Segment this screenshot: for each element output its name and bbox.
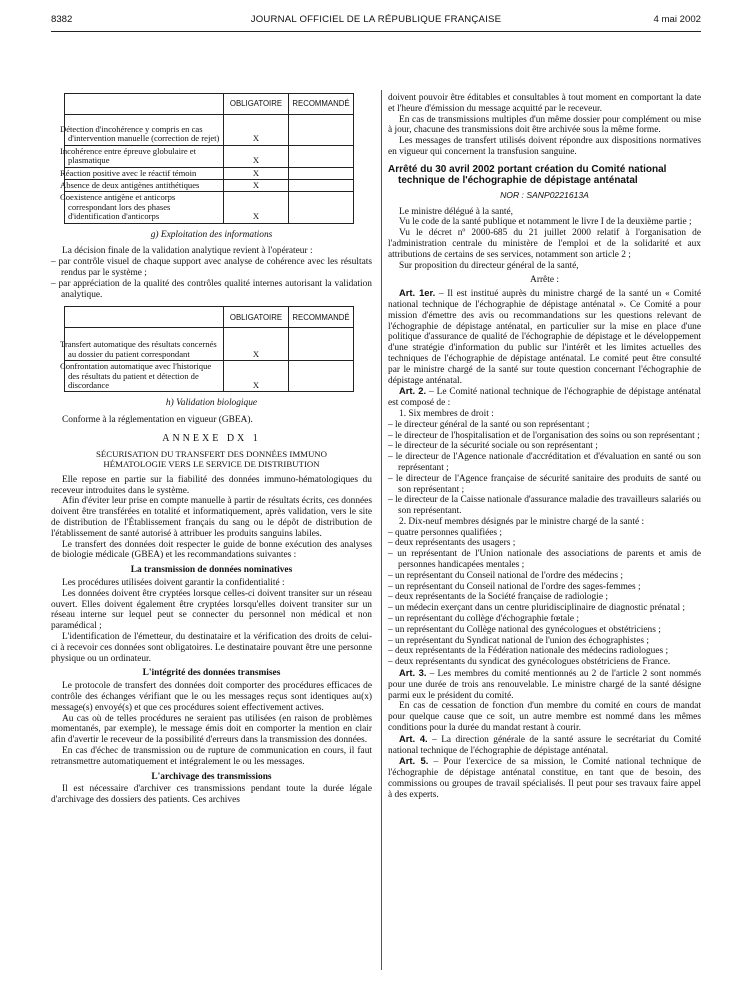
list-item: – le directeur de la Caisse nationale d'assurance maladie des travailleurs salariés ou son représentant. <box>388 495 701 517</box>
cell-recommande <box>289 192 354 223</box>
table-row <box>65 180 354 192</box>
cell-recommande <box>289 115 354 146</box>
article-text: – Les membres du comité mentionnés au 2 de l'article 2 sont nommés pour une durée de trois ans renouvelable. Le ministre chargé de la santé désigne parmi eux le président du comité. <box>388 669 701 701</box>
article-label: Art. 1er. <box>399 287 436 299</box>
article-text: – Le Comité national technique de l'échographie de dépistage anténatal est composé de : <box>388 387 702 409</box>
article-text: – Il est institué auprès du ministre chargé de la santé un « Comité national technique de l'échographie de dépistage anténatal ». Ce Comité a pour mission d'émettre des avis ou recommandations sur les questions relevant de l'échographie de dépistage anténatal, en particulier sur la mise en place d'une politique d'assurance de qualité de l'échographie de dépistage et le développement d'une stratégie d'information du public sur l'intérêt et les limites actuelles des techniques de l'échographie de dépistage anténatal. Le comité peut être consulté par le ministre chargé de la santé sur toute question concernant l'échographie de dépistage anténatal. <box>388 289 701 386</box>
list-item: – un représentant du Conseil national de l'ordre des médecins ; <box>388 570 623 581</box>
table-row <box>65 192 354 223</box>
cell-obligatoire: X <box>224 192 289 223</box>
table-row <box>65 328 354 361</box>
col-header-recommande: RECOMMANDÉ <box>289 307 354 328</box>
article-3 <box>388 668 701 701</box>
list-item: – quatre personnes qualifiées ; <box>388 527 503 538</box>
paragraph: Vu le code de la santé publique et notamment le livre I de la deuxième partie ; <box>399 217 692 228</box>
paragraph: Le protocole de transfert des données doit comporter des procédures efficaces de contrôle des échanges vérifiant que le ou les messages reçus sont identiques au(x) message(s) envoyé(s) et que ces procédures soient effectivement actives. <box>51 681 372 713</box>
paragraph: En cas de transmissions multiples d'un même dossier pour complément ou mise à jour, chacune des transmissions doit être archivée sous la même forme. <box>388 114 701 136</box>
section-g-heading: g) Exploitation des informations <box>150 229 273 240</box>
cell-recommande <box>289 361 354 392</box>
table-row <box>65 145 354 167</box>
header-rule <box>51 31 701 32</box>
list-item: – un représentant du Syndicat national de l'union des échographistes ; <box>388 635 649 646</box>
paragraph: Sur proposition du directeur général de la santé, <box>399 260 579 271</box>
paragraph: Le ministre délégué à la santé, <box>399 206 514 217</box>
left-column <box>51 93 372 806</box>
arrete-title: Arrêté du 30 avril 2002 portant création du Comité national technique de l'échographie de dépistage anténatal <box>388 163 667 186</box>
table-corner <box>65 94 224 115</box>
paragraph: En cas d'échec de transmission ou de rupture de communication en cours, il faut retransmettre automatiquement et intégralement le ou les messages. <box>51 745 372 767</box>
paragraph: Vu le décret nº 2000-685 du 21 juillet 2000 relatif à l'organisation de l'administration centrale du ministère de l'emploi et de la solidarité et aux attributions de certains de ses services, notamment son article 2 ; <box>388 228 701 260</box>
section-h-heading: h) Validation biologique <box>165 398 258 409</box>
cell-obligatoire: X <box>224 115 289 146</box>
journal-title: JOURNAL OFFICIEL DE LA RÉPUBLIQUE FRANÇAISE <box>250 14 502 25</box>
paragraph: Elle repose en partie sur la fiabilité des données immuno-hématologiques du receveur introduites dans le système. <box>51 474 372 496</box>
cell-recommande <box>289 328 354 361</box>
table-row <box>65 115 354 146</box>
table-transfert <box>60 306 354 392</box>
table-row <box>65 361 354 392</box>
article-5 <box>388 756 701 800</box>
col-header-obligatoire: OBLIGATOIRE <box>224 94 289 115</box>
section-h-text: Conforme à la réglementation en vigueur (GBEA). <box>62 415 253 426</box>
list-item: – par contrôle visuel de chaque support avec analyse de cohérence avec les résultats rendus par le système ; <box>51 257 372 279</box>
table-detection <box>60 93 354 224</box>
cell-obligatoire: X <box>224 361 289 392</box>
row-label: Détection d'incohérence y compris en cas d'intervention manuelle (correction de rejet) <box>65 115 224 146</box>
list-heading: 2. Dix-neuf membres désignés par le ministre chargé de la santé : <box>399 516 645 527</box>
paragraph: doivent pouvoir être éditables et consultables à tout moment en comportant la date et l'heure d'émission du message acquitté par le receveur. <box>388 93 701 114</box>
cell-obligatoire: X <box>224 180 289 192</box>
subsection-heading: La transmission de données nominatives <box>130 565 293 576</box>
paragraph: Les messages de transfert utilisés doivent répondre aux dispositions normatives en vigueur qui concernent la transfusion sanguine. <box>388 136 701 157</box>
paragraph: Les données doivent être cryptées lorsque celles-ci doivent transiter sur un réseau ouvert. Elles doivent également être cryptées lorsqu'elles doivent transiter sur un réseau interne sur lequel peut se connecter du personnel non médical et non paramédical ; <box>51 588 372 632</box>
page-header <box>51 14 701 28</box>
table-corner <box>65 307 224 328</box>
article-text: – Pour l'exercice de sa mission, le Comité national technique de l'échographie de dépistage anténatal constitue, en tant que de besoin, des commissions ou groupes de travail spécialisés. Il peut pour ses travaux faire appel à des experts. <box>388 757 701 800</box>
article-1 <box>388 288 701 386</box>
section-g-intro: La décision finale de la validation analytique revient à l'opérateur : <box>62 246 313 257</box>
article-label: Art. 3. <box>399 667 427 679</box>
list-item: – un représentant du Collège national des gynécologues et obstétriciens ; <box>388 624 661 635</box>
cell-obligatoire: X <box>224 167 289 179</box>
article-label: Art. 4. <box>399 732 428 744</box>
row-label: Transfert automatique des résultats concernés au dossier du patient correspondant <box>65 328 224 361</box>
list-item: – le directeur de l'Agence française de sécurité sanitaire des produits de santé ou son représentant ; <box>388 473 701 495</box>
list-heading: 1. Six membres de droit : <box>399 408 494 419</box>
table-row <box>65 167 354 179</box>
list-item: – un médecin exerçant dans un centre pluridisciplinaire de diagnostic prénatal ; <box>388 603 686 614</box>
list-item: – deux représentants des usagers ; <box>388 538 516 549</box>
list-item: – un représentant du Conseil national de l'ordre des sages-femmes ; <box>388 581 641 592</box>
cell-recommande <box>289 167 354 179</box>
subsection-heading: L'intégrité des données transmises <box>142 668 281 679</box>
article-label: Art. 2. <box>399 385 427 397</box>
page-number: 8382 <box>51 14 73 25</box>
list-item: – le directeur de l'Agence nationale d'accréditation et d'évaluation en santé ou son représentant ; <box>388 452 701 473</box>
list-item: – un représentant du collège d'échographie fœtale ; <box>388 614 579 625</box>
paragraph: En cas de cessation de fonction d'un membre du comité en cours de mandat pour quelque cause que ce soit, un autre membre est nommé dans les mêmes conditions pour la durée du mandat restant à courir. <box>388 701 701 734</box>
paragraph: Afin d'éviter leur prise en compte manuelle à partir de résultats écrits, ces données doivent être transférées en totalité et informatiquement, après validation, vers le site de distribution de l'Établissement français du sang ou le dépôt de distribution de l'établissement de santé autorisé à attribuer les produits sanguins labiles. <box>51 496 372 539</box>
article-label: Art. 5. <box>399 755 429 767</box>
cell-obligatoire: X <box>224 145 289 167</box>
article-text: – La direction générale de la santé assure le secrétariat du Comité national technique de l'échographie de dépistage anténatal. <box>388 734 701 756</box>
list-item: – par appréciation de la qualité des contrôles qualité internes autorisant la validation analytique. <box>51 278 372 300</box>
nor-reference: NOR : SANP0221613A <box>500 189 589 200</box>
paragraph: Le transfert des données doit respecter le guide de bonne exécution des analyses de biologie médicale (GBEA) et les recommandations suivantes : <box>51 539 372 561</box>
subsection-heading: L'archivage des transmissions <box>151 771 272 782</box>
list-item: – le directeur général de la santé ou son représentant ; <box>388 419 590 430</box>
right-column <box>388 93 701 801</box>
paragraph: Au cas où de telles procédures ne seraient pas utilisées (en raison de problèmes momentanés, par exemple), le message émis doit en comporter la mention en clair afin d'avertir le receveur de la possibilité d'erreurs dans la transmission des données. <box>51 713 372 746</box>
arrete-label: Arrête : <box>530 275 559 286</box>
col-header-recommande: RECOMMANDÉ <box>289 94 354 115</box>
list-item: – deux représentants du syndicat des gynécologues obstétriciens de France. <box>388 657 671 668</box>
row-label: Absence de deux antigènes antithétiques <box>65 180 224 192</box>
row-label: Incohérence entre épreuve globulaire et plasmatique <box>65 145 224 167</box>
row-label: Réaction positive avec le réactif témoin <box>65 167 224 179</box>
paragraph: Les procédures utilisées doivent garantir la confidentialité : <box>62 578 285 589</box>
cell-recommande <box>289 145 354 167</box>
annex-subtitle: SÉCURISATION DU TRANSFERT DES DONNÉES IMMUNO HÉMATOLOGIE VERS LE SERVICE DE DISTRIBUTION <box>95 448 328 469</box>
cell-obligatoire: X <box>224 328 289 361</box>
column-separator <box>381 90 382 970</box>
col-header-obligatoire: OBLIGATOIRE <box>224 307 289 328</box>
list-item: – le directeur de l'hospitalisation et de l'organisation des soins ou son représentant ; <box>388 430 700 441</box>
paragraph: L'identification de l'émetteur, du destinataire et la vérification des droits de celui-ci à recevoir ces données sont obligatoires. Le destinataire pouvant être une personne physique ou un ordinateur. <box>51 632 372 664</box>
article-4 <box>388 734 701 757</box>
paragraph: Il est nécessaire d'archiver ces transmissions pendant toute la durée légale d'archivage des dossiers des patients. Ces archives <box>51 784 372 806</box>
list-item: – le directeur de la sécurité sociale ou son représentant ; <box>388 441 598 452</box>
list-item: – un représentant de l'Union nationale des associations de parents et amis de personnes handicapées mentales ; <box>388 549 701 571</box>
list-item: – deux représentants de la Fédération nationale des médecins radiologues ; <box>388 646 669 657</box>
article-2 <box>388 386 701 409</box>
issue-date: 4 mai 2002 <box>653 14 701 25</box>
cell-recommande <box>289 180 354 192</box>
row-label: Coexistence antigène et anticorps correspondant lors des phases d'identification d'anticorps <box>65 192 224 223</box>
annex-title: ANNEXE DX 1 <box>162 433 261 445</box>
list-item: – deux représentants de la Société française de radiologie ; <box>388 592 608 603</box>
row-label: Confrontation automatique avec l'historique des résultats du patient et détection de discordance <box>65 361 224 392</box>
